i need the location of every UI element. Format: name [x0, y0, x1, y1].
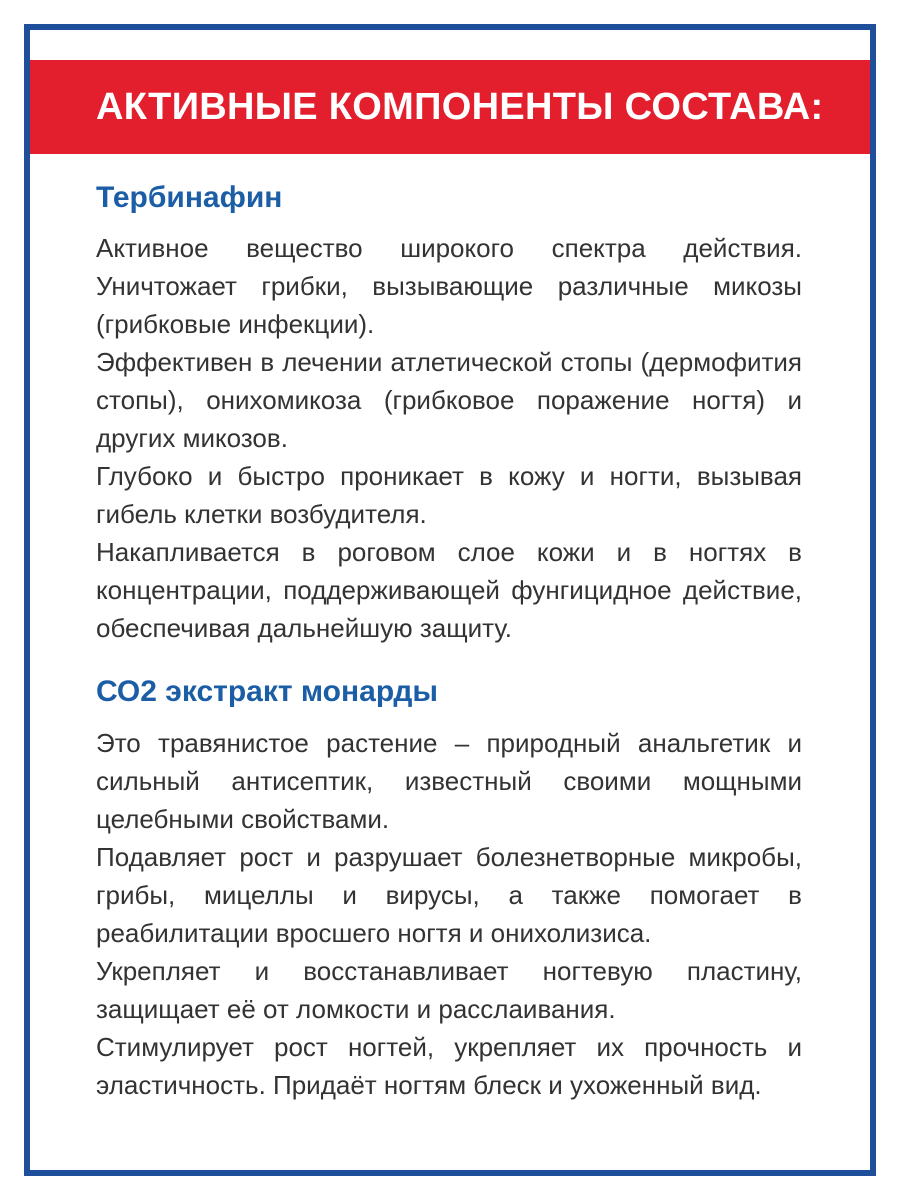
section-monarda-extract: [96, 670, 802, 1104]
paragraph: Глубоко и быстро проникает в кожу и ногти, вызывая гибель клетки возбудителя.: [96, 461, 802, 529]
paragraph: Подавляет рост и разрушает болезнетворные микробы, грибы, мицеллы и вирусы, а также помогает в реабилитации вросшего ногтя и онихолизиса.: [96, 842, 802, 948]
banner-title: АКТИВНЫЕ КОМПОНЕНТЫ СОСТАВА:: [96, 86, 824, 128]
section-heading: Тербинафин: [96, 181, 283, 214]
content-area: [96, 176, 802, 1104]
section-terbinafine: [96, 176, 802, 647]
paragraph: Укрепляет и восстанавливает ногтевую пластину, защищает её от ломкости и расслаивания.: [96, 956, 802, 1024]
paragraph: Стимулирует рост ногтей, укрепляет их прочность и эластичность. Придаёт ногтям блеск и ухоженный вид.: [96, 1032, 802, 1100]
paragraph: Эффективен в лечении атлетической стопы (дермофития стопы), онихомикоза (грибковое поражение ногтя) и других микозов.: [96, 347, 802, 453]
paragraph: Накапливается в роговом слое кожи и в ногтях в концентрации, поддерживающей фунгицидное действие, обеспечивая дальнейшую защиту.: [96, 537, 802, 643]
section-heading: СО2 экстракт монарды: [96, 675, 439, 708]
header-banner: [30, 60, 870, 154]
paragraph: Активное вещество широкого спектра действия. Уничтожает грибки, вызывающие различные микозы (грибковые инфекции).: [96, 233, 802, 339]
paragraph: Это травянистое растение – природный анальгетик и сильный антисептик, известный своими мощными целебными свойствами.: [96, 728, 802, 834]
